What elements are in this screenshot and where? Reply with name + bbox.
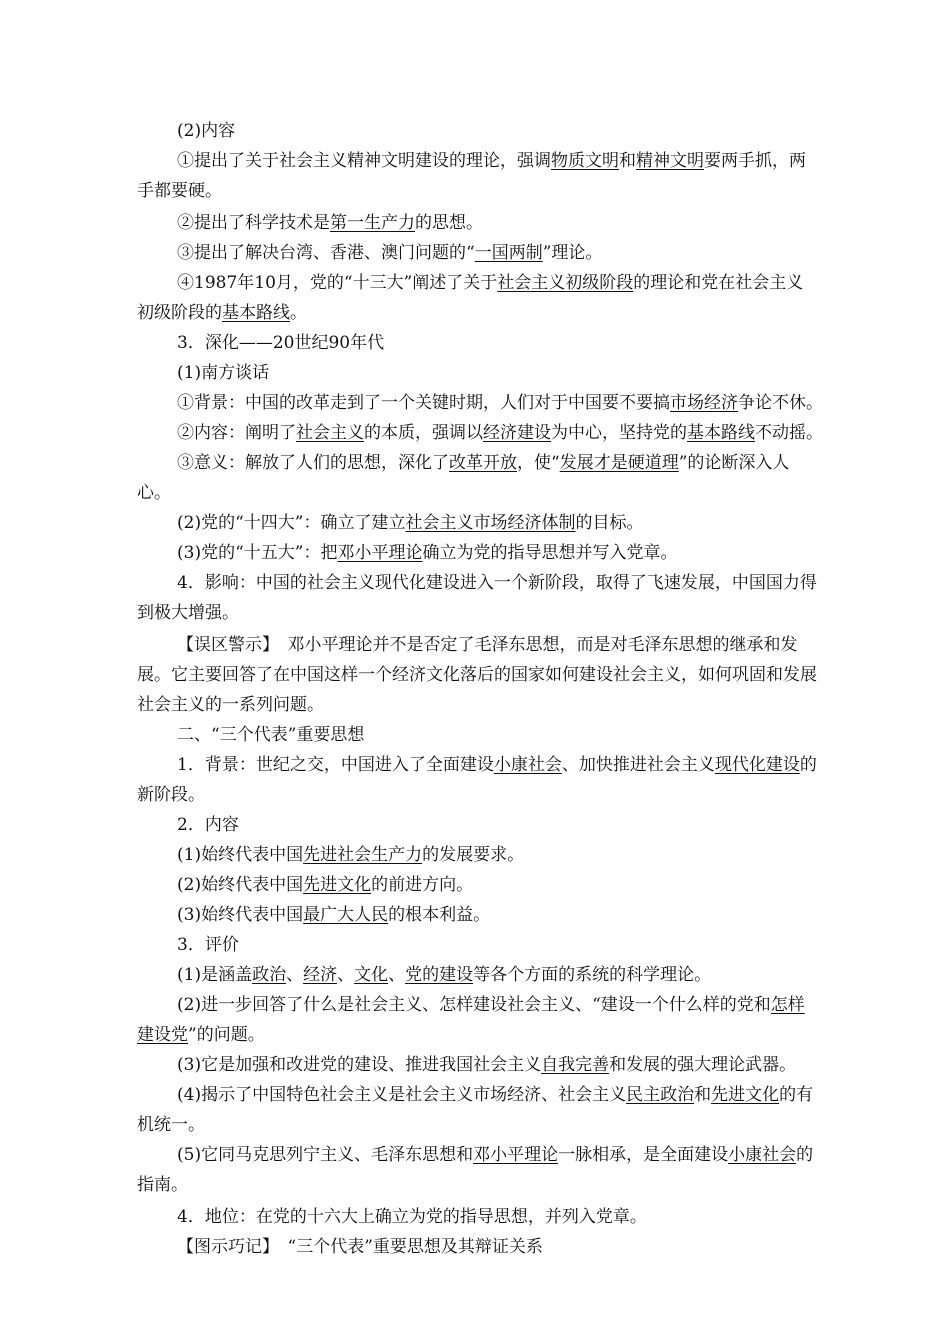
text-run: (3)始终代表中国: [177, 905, 304, 925]
text-run: ，使“: [517, 453, 560, 473]
text-run: 的: [796, 1145, 814, 1165]
text-run: ③意义：解放了人们的思想，深化了: [177, 453, 449, 473]
key-term: [222, 303, 290, 323]
text-line: [0, 570, 950, 596]
text-run: 3．评价: [177, 935, 239, 955]
text-run: 要两手抓，两: [704, 151, 806, 171]
key-term: [636, 151, 704, 171]
underlined-term: 小康社会: [728, 1145, 797, 1165]
underlined-term: 经济建设: [483, 423, 551, 443]
text-line: [0, 662, 950, 688]
key-term: [137, 1025, 188, 1045]
text-run: 心。: [137, 483, 171, 503]
text-run: 的发展要求。: [422, 845, 525, 865]
text-run: 4．地位：在党的十六大上确立为党的指导思想，并列入党章。: [177, 1207, 647, 1227]
underlined-term: 怎样: [770, 995, 805, 1015]
text-run: 2．内容: [177, 815, 239, 835]
text-run: (2)党的“十四大”：确立了建立: [177, 513, 406, 533]
text-line: [0, 118, 950, 144]
key-term: [475, 243, 543, 263]
text-line: [0, 1052, 950, 1078]
underlined-term: 改革开放: [449, 453, 517, 473]
text-line: [0, 210, 950, 236]
text-line: [0, 148, 950, 174]
underlined-term: 自我完善: [541, 1055, 610, 1075]
key-term: [541, 1055, 609, 1075]
key-term: [252, 965, 286, 985]
text-line: [0, 1172, 950, 1198]
text-run: ”的论断深入人: [678, 453, 790, 473]
underlined-term: 社会主义: [296, 423, 364, 443]
text-run: 的思想。: [415, 213, 483, 233]
text-run: 争论不休。: [738, 393, 823, 413]
text-line: [0, 1022, 950, 1048]
text-run: 二、“三个代表”重要思想: [177, 725, 365, 745]
text-run: ”理论。: [542, 243, 603, 263]
text-run: 和发展的强大理论武器。: [609, 1055, 797, 1075]
underlined-term: 物质文明: [551, 151, 619, 171]
text-run: ②提出了科学技术是: [177, 213, 330, 233]
underlined-term: 第一生产力: [330, 213, 415, 233]
underlined-term: 党的建设: [405, 965, 474, 985]
text-run: ④1987年10月，党的“十三大”阐述了关于: [177, 273, 498, 293]
text-run: 的: [799, 755, 817, 775]
text-run: (2)进一步回答了什么是社会主义、怎样建设社会主义、“建设一个什么样的党和: [177, 995, 771, 1015]
text-line: [0, 178, 950, 204]
key-term: [405, 513, 575, 533]
key-term: [296, 423, 364, 443]
text-line: [0, 812, 950, 838]
text-run: 一脉相承，是全面建设: [558, 1145, 729, 1165]
text-run: 1．背景：世纪之交，中国进入了全面建设: [177, 755, 494, 775]
text-line: [0, 300, 950, 326]
key-term: [494, 755, 562, 775]
underlined-term: 社会主义市场经济体制: [405, 513, 576, 533]
key-term: [497, 273, 633, 293]
key-term: [449, 453, 517, 473]
key-term: [626, 1085, 694, 1105]
text-line: [0, 510, 950, 536]
text-run: 机统一。: [137, 1115, 205, 1135]
text-line: [0, 360, 950, 386]
text-run: ①提出了关于社会主义精神文明建设的理论，强调: [177, 151, 551, 171]
key-term: [354, 965, 388, 985]
underlined-term: 最广大人民: [303, 905, 389, 925]
text-run: 4．影响：中国的社会主义现代化建设进入一个新阶段，取得了飞速发展，中国国力得: [177, 573, 817, 593]
underlined-term: 民主政治: [626, 1085, 695, 1105]
underlined-term: 社会主义初级阶段: [497, 273, 634, 293]
underlined-term: 现代化建设: [714, 755, 800, 775]
text-run: (1)是涵盖: [177, 965, 253, 985]
text-run: 、: [388, 965, 406, 985]
text-line: [0, 932, 950, 958]
underlined-term: 建设党: [137, 1025, 188, 1045]
text-line: [0, 1142, 950, 1168]
text-run: (3)党的“十五大”：把: [177, 543, 338, 563]
text-line: [0, 692, 950, 718]
text-run: (2)始终代表中国: [177, 875, 304, 895]
text-run: (1)南方谈话: [177, 363, 270, 383]
text-line: [0, 240, 950, 266]
text-line: [0, 450, 950, 476]
underlined-term: 文化: [354, 965, 389, 985]
text-line: [0, 600, 950, 626]
underlined-term: 小康社会: [493, 755, 562, 775]
text-line: [0, 390, 950, 416]
underlined-term: 经济: [303, 965, 338, 985]
text-run: (3)它是加强和改进党的建设、推进我国社会主义: [177, 1055, 542, 1075]
underlined-term: 先进社会生产力: [303, 845, 423, 865]
text-line: [0, 962, 950, 988]
text-line: [0, 782, 950, 808]
text-run: (2)内容: [177, 121, 236, 141]
key-term: [483, 423, 551, 443]
key-term: [560, 453, 679, 473]
text-run: ③提出了解决台湾、香港、澳门问题的“: [177, 243, 475, 263]
underlined-term: 精神文明: [636, 151, 704, 171]
text-run: ①背景：中国的改革走到了一个关键时期，人们对于中国要不要搞: [177, 393, 670, 413]
text-line: [0, 1234, 950, 1260]
text-line: [0, 540, 950, 566]
text-line: [0, 270, 950, 296]
key-term: [303, 905, 388, 925]
text-line: [0, 632, 950, 658]
text-line: [0, 330, 950, 356]
key-term: [670, 393, 738, 413]
underlined-term: 邓小平理论: [337, 543, 423, 563]
text-run: 和: [619, 151, 636, 171]
key-term: [337, 543, 422, 563]
underlined-term: 先进文化: [711, 1085, 780, 1105]
underlined-term: 市场经济: [670, 393, 738, 413]
text-run: ②内容：阐明了: [177, 423, 296, 443]
text-run: 【图示巧记】 “三个代表”重要思想及其辩证关系: [177, 1237, 543, 1257]
text-run: 3．深化——20世纪90年代: [177, 333, 385, 353]
key-term: [473, 1145, 558, 1165]
key-term: [687, 423, 755, 443]
text-run: 的前进方向。: [371, 875, 474, 895]
text-run: 【误区警示】 邓小平理论并不是否定了毛泽东思想，而是对毛泽东思想的继承和发: [177, 635, 798, 655]
key-term: [728, 1145, 796, 1165]
key-term: [405, 965, 473, 985]
text-run: 、: [286, 965, 304, 985]
text-run: 到极大增强。: [137, 603, 239, 623]
text-run: 的本质，强调以: [364, 423, 483, 443]
text-run: 展。它主要回答了在中国这样一个经济文化落后的国家如何建设社会主义，如何巩固和发展: [137, 665, 817, 685]
text-run: 新阶段。: [137, 785, 205, 805]
key-term: [771, 995, 805, 1015]
key-term: [551, 151, 619, 171]
text-run: (4)揭示了中国特色社会主义是社会主义市场经济、社会主义: [177, 1085, 627, 1105]
text-run: 初级阶段的: [137, 303, 222, 323]
key-term: [303, 845, 422, 865]
text-run: 不动摇。: [755, 423, 823, 443]
text-run: 社会主义的一系列问题。: [137, 695, 324, 715]
key-term: [711, 1085, 779, 1105]
text-line: [0, 842, 950, 868]
text-run: 确立为党的指导思想并写入党章。: [422, 543, 678, 563]
text-run: 的根本利益。: [388, 905, 491, 925]
text-line: [0, 480, 950, 506]
underlined-term: 基本路线: [687, 423, 755, 443]
text-line: [0, 752, 950, 778]
text-run: (1)始终代表中国: [177, 845, 304, 865]
text-line: [0, 1112, 950, 1138]
text-line: [0, 992, 950, 1018]
underlined-term: 邓小平理论: [473, 1145, 559, 1165]
underlined-term: 发展才是硬道理: [559, 453, 679, 473]
text-run: 。: [290, 303, 307, 323]
text-run: 的目标。: [575, 513, 644, 533]
text-line: [0, 872, 950, 898]
key-term: [303, 965, 337, 985]
key-term: [715, 755, 800, 775]
text-run: ”的问题。: [188, 1025, 265, 1045]
underlined-term: 政治: [252, 965, 287, 985]
underlined-term: 基本路线: [222, 303, 290, 323]
text-run: 指南。: [137, 1175, 188, 1195]
text-run: 和: [694, 1085, 712, 1105]
text-line: [0, 902, 950, 928]
text-line: [0, 1082, 950, 1108]
text-run: 、加快推进社会主义: [561, 755, 715, 775]
text-run: 的理论和党在社会主义: [633, 273, 804, 293]
text-line: [0, 1204, 950, 1230]
text-run: (5)它同马克思列宁主义、毛泽东思想和: [177, 1145, 474, 1165]
text-line: [0, 420, 950, 446]
text-run: 为中心，坚持党的: [551, 423, 687, 443]
underlined-term: 一国两制: [474, 243, 543, 263]
underlined-term: 先进文化: [303, 875, 372, 895]
text-run: 手都要硬。: [137, 181, 222, 201]
text-run: 等各个方面的系统的科学理论。: [473, 965, 712, 985]
text-run: 的有: [779, 1085, 814, 1105]
key-term: [303, 875, 371, 895]
text-line: [0, 722, 950, 748]
key-term: [330, 213, 415, 233]
text-run: 、: [337, 965, 355, 985]
